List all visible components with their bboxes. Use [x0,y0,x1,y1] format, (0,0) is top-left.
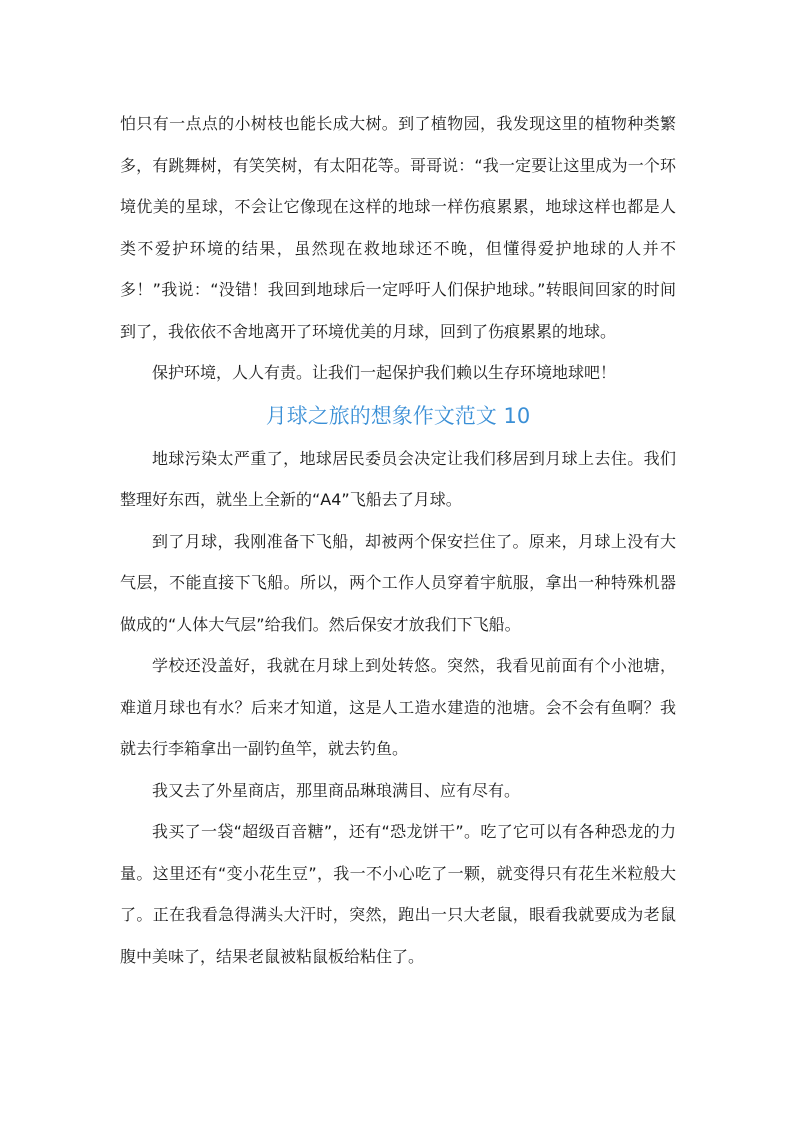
paragraph-2: 保护环境，人人有责。让我们一起保护我们赖以生存环境地球吧！ [152,363,617,382]
paragraph-4: 到了月球，我刚准备下飞船，却被两个保安拦住了。原来，月球上没有大气层，不能直接下飞船。所以，两个工作人员穿着宇航服，拿出一种特殊机器做成的“人体大气层”给我们。然后保安才放我们下飞船。 [120,531,676,634]
document-body [120,103,676,977]
paragraph-1: 怕只有一点点的小树枝也能长成大树。到了植物园，我发现这里的植物种类繁多，有跳舞树，有笑笑树，有太阳花等。哥哥说：“我一定要让这里成为一个环境优美的星球，不会让它像现在这样的地球一样伤痕累累，地球这样也都是人类不爱护环境的结果，虽然现在救地球还不晚，但懂得爱护地球的人并不多！”我说：“没错！我回到地球后一定呼吁人们保护地球。”转眼间回家的时间到了，我依依不舍地离开了环境优美的月球，回到了伤痕累累的地球。 [120,114,676,341]
paragraph-5: 学校还没盖好，我就在月球上到处转悠。突然，我看见前面有个小池塘，难道月球也有水？后来才知道，这是人工造水建造的池塘。会不会有鱼啊？我就去行李箱拿出一副钓鱼竿，就去钓鱼。 [120,656,676,758]
section-heading: 月球之旅的想象作文范文 10 [265,403,531,428]
paragraph-6: 我又去了外星商店，那里商品琳琅满目、应有尽有。 [152,780,521,800]
paragraph-7: 我买了一袋“超级百音糖”，还有“恐龙饼干”。吃了它可以有各种恐龙的力量。这里还有“变小花生豆”，我一不小心吃了一颗，就变得只有花生米粒般大了。正在我看急得满头大汗时，突然，跑出一只大老鼠，眼看我就要成为老鼠腹中美味了，结果老鼠被粘鼠板给粘住了。 [120,822,676,966]
paragraph-3: 地球污染太严重了，地球居民委员会决定让我们移居到月球上去住。我们整理好东西，就坐上全新的“A4”飞船去了月球。 [120,448,676,509]
